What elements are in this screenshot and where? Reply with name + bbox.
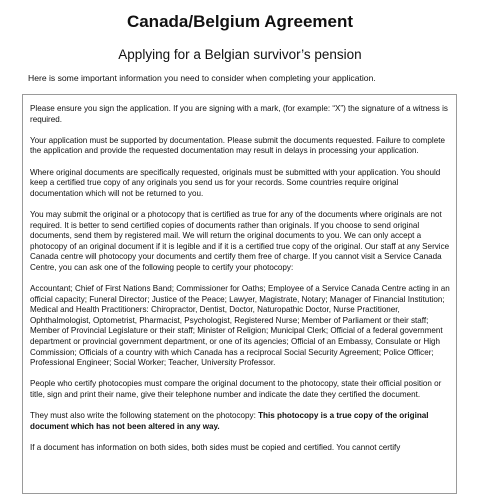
certification-requirements-paragraph: People who certify photocopies must compare the original document to the photocopy, state their official position or title, sign and print their name, give their telephone number and indicate the date they certified the document. bbox=[30, 379, 442, 400]
signature-paragraph: Please ensure you sign the application. If you are signing with a mark, (for example: “X”) the signature of a witness is required. bbox=[30, 104, 448, 124]
statement-bold-text: This photocopy is a true copy of the original document which has not been altered in any way. bbox=[30, 411, 429, 431]
document-title: Canada/Belgium Agreement bbox=[126, 12, 354, 31]
information-box-content bbox=[30, 104, 451, 464]
information-box bbox=[22, 94, 457, 494]
certified-copies-paragraph: You may submit the original or a photocopy that is certified as true for any of the documents where originals are not required. It is better to send certified copies of documents rather than originals. If you choose to send original documents, send them by registered mail. We will return the original documents to you. We can only accept a photocopy of an original document if it is legible and if it is a certified true copy of the original. Our staff at any Service Canada centre will photocopy your documents and certify them free of charge. If you cannot visit a Service Canada Centre, you can ask one of the following people to certify your photocopy: bbox=[30, 209, 450, 272]
statement-lead: They must also write the following statement on the photocopy: bbox=[30, 411, 259, 421]
documentation-paragraph: Your application must be supported by documentation. Please submit the documents requested. Failure to complete the application and provide the requested documentation may result in delays in processing your application. bbox=[30, 135, 445, 156]
document-subtitle: Applying for a Belgian survivor’s pension bbox=[118, 47, 362, 62]
double-sided-paragraph: If a document has information on both sides, both sides must be copied and certified. You cannot certify bbox=[30, 443, 401, 452]
certification-statement-paragraph bbox=[30, 411, 451, 432]
certifiers-list-paragraph: Accountant; Chief of First Nations Band; Commissioner for Oaths; Employee of a Service Canada Centre acting in an official capacity; Funeral Director; Justice of the Peace; Lawyer, Magistrate, Notary; Manager of Financial Institution; Medical and Health Practitioners: Chiropractor, Dentist, Doctor, Naturopathic Doctor, Nurse Practitioner, Ophthalmologist, Optometrist, Pharmacist, Psychologist, Registered Nurse; Member of Parliament or their staff; Member of Provincial Legislature or their staff; Minister of Religion; Municipal Clerk; Official of a federal government department or provincial government department, or one of its agencies; Official of an Embassy, Consulate or High Commission; Officials of a country with which Canada has a reciprocal Social Security Agreement; Police Officer; Professional Engineer; Social Worker; Teacher, University Professor. bbox=[30, 284, 450, 368]
intro-text: Here is some important information you need to consider when completing your application. bbox=[28, 73, 376, 83]
original-documents-paragraph: Where original documents are specifically requested, originals must be submitted with your application. You should keep a certified true copy of any originals you send us for your records. Some countries require original documentation which will not be returned to you. bbox=[30, 167, 441, 198]
